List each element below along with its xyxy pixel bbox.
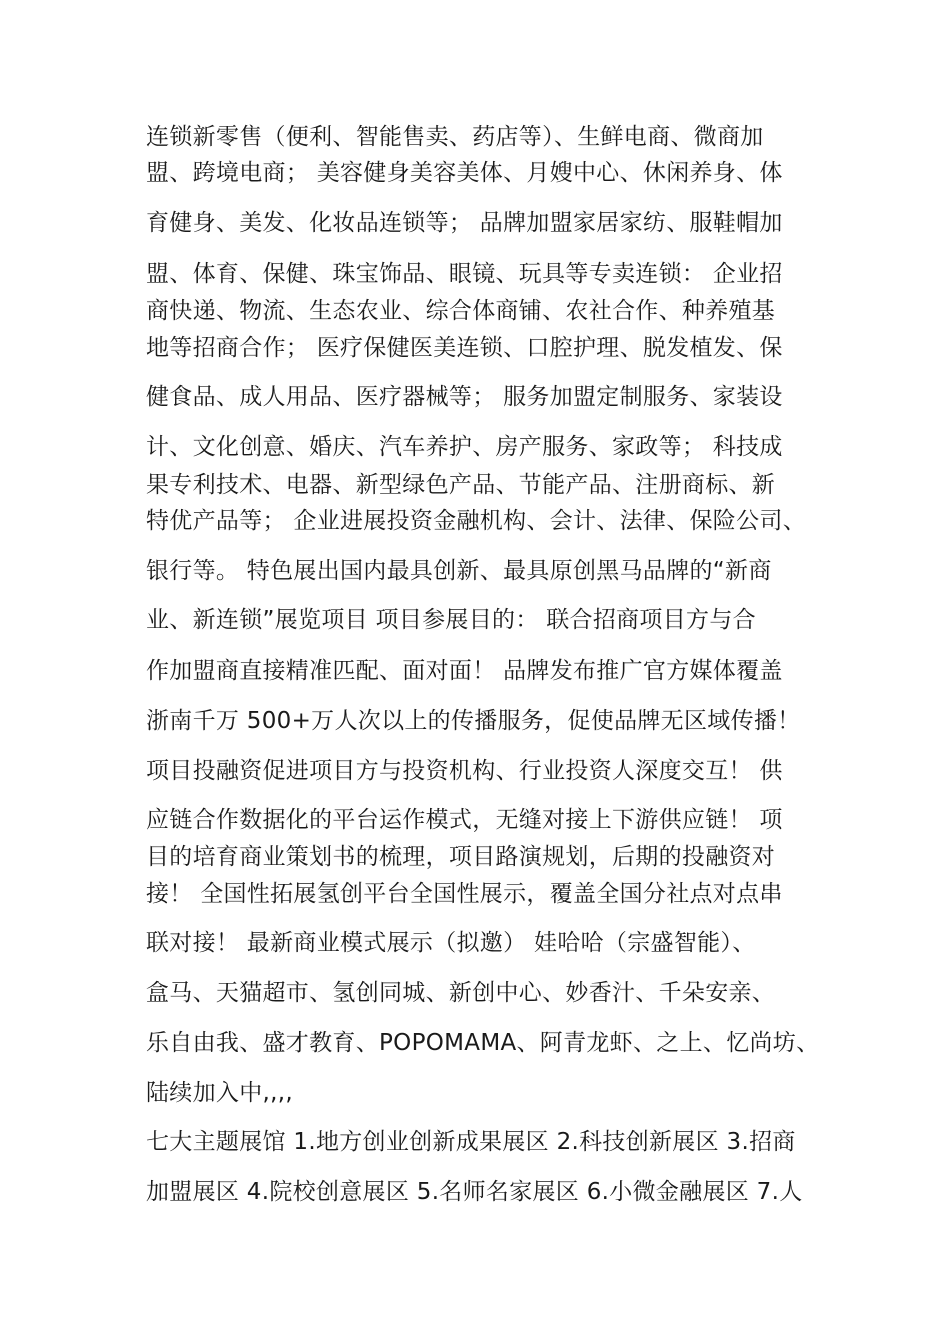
text-line: 业、新连锁”展览项目 项目参展目的： 联合招商项目方与合	[146, 607, 756, 633]
text-line: 应链合作数据化的平台运作模式，无缝对接上下游供应链！ 项	[146, 807, 783, 833]
text-line: 盒马、天猫超市、氢创同城、新创中心、妙香汁、千朵安亲、	[146, 980, 776, 1006]
text-line: 项目投融资促进项目方与投资机构、行业投资人深度交互！ 供	[146, 758, 783, 784]
text-line: 乐自由我、盛才教育、POPOMAMA、阿青龙虾、之上、忆尚坊、	[146, 1030, 820, 1056]
text-line: 计、文化创意、婚庆、汽车养护、房产服务、家政等； 科技成	[146, 434, 783, 460]
text-line: 接！ 全国性拓展氢创平台全国性展示，覆盖全国分社点对点串	[146, 881, 783, 907]
text-line: 盟、体育、保健、珠宝饰品、眼镜、玩具等专卖连锁： 企业招	[146, 261, 783, 287]
text-line: 特优产品等； 企业进展投资金融机构、会计、法律、保险公司、	[146, 508, 807, 534]
text-line: 联对接！ 最新商业模式展示（拟邀） 娃哈哈（宗盛智能）、	[146, 930, 756, 956]
text-line: 浙南千万 500+万人次以上的传播服务，促使品牌无区域传播！	[146, 708, 801, 734]
text-line: 七大主题展馆 1.地方创业创新成果展区 2.科技创新展区 3.招商	[146, 1129, 796, 1155]
text-line: 育健身、美发、化妆品连锁等； 品牌加盟家居家纺、服鞋帽加	[146, 210, 783, 236]
text-line: 健食品、成人用品、医疗器械等； 服务加盟定制服务、家装设	[146, 384, 783, 410]
text-line: 银行等。 特色展出国内最具创新、最具原创黑马品牌的“新商	[146, 558, 772, 584]
text-line: 作加盟商直接精准匹配、面对面！ 品牌发布推广官方媒体覆盖	[146, 658, 783, 684]
text-line: 陆续加入中,,,,	[146, 1080, 293, 1106]
text-line: 目的培育商业策划书的梳理，项目路演规划，后期的投融资对	[146, 844, 776, 870]
text-line: 连锁新零售（便利、智能售卖、药店等）、生鲜电商、微商加	[146, 124, 764, 150]
text-line: 果专利技术、电器、新型绿色产品、节能产品、注册商标、新	[146, 472, 776, 498]
text-line: 地等招商合作； 医疗保健医美连锁、口腔护理、脱发植发、保	[146, 335, 783, 361]
text-line: 商快递、物流、生态农业、综合体商铺、农社合作、种养殖基	[146, 298, 776, 324]
text-line: 加盟展区 4.院校创意展区 5.名师名家展区 6.小微金融展区 7.人	[146, 1179, 803, 1205]
text-line: 盟、跨境电商； 美容健身美容美体、月嫂中心、休闲养身、体	[146, 160, 783, 186]
